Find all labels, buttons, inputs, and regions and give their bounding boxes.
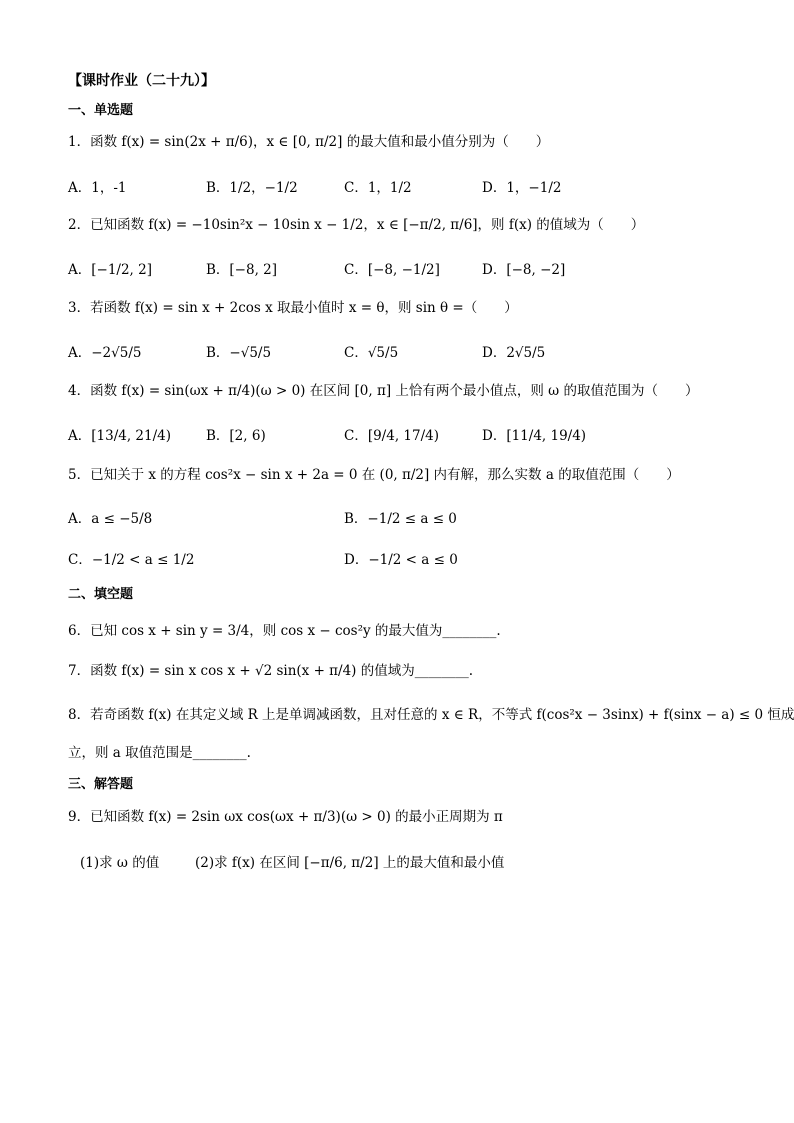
question-5-option-d: D．−1/2 < a ≤ 0 xyxy=(344,552,458,568)
question-4-stem: 4．函数 f(x) = sin(ωx + π/4)(ω > 0) 在区间 [0, π] 上恰有两个最小值点，则 ω 的取值范围为（ ） xyxy=(68,383,699,399)
question-1-option-c: C．1，1/2 xyxy=(344,180,412,196)
question-4-option-d: D．[11/4, 19/4) xyxy=(482,428,587,444)
question-2-option-d: D．[−8, −2] xyxy=(482,262,566,278)
question-2-option-c: C．[−8, −1/2] xyxy=(344,262,440,278)
question-8-stem-continued: 立，则 a 取值范围是________. xyxy=(68,745,251,761)
question-5-stem: 5．已知关于 x 的方程 cos²x − sin x + 2a = 0 在 (0, π/2] 内有解，那么实数 a 的取值范围（ ） xyxy=(68,467,680,483)
worksheet-title: 【课时作业（二十九）】 xyxy=(68,73,215,89)
section-heading-answer: 三、解答题 xyxy=(68,777,134,792)
question-2-option-a: A．[−1/2, 2] xyxy=(68,262,152,278)
question-7-stem: 7．函数 f(x) = sin x cos x + √2 sin(x + π/4) 的值域为________. xyxy=(68,663,474,679)
question-1-option-b: B．1/2，−1/2 xyxy=(206,180,298,196)
question-8-stem: 8．若奇函数 f(x) 在其定义域 R 上是单调减函数，且对任意的 x ∈ R，不等式 f(cos²x − 3sinx) + f(sinx − a) ≤ 0 恒成 xyxy=(68,707,794,723)
question-9-part-2: (2)求 f(x) 在区间 [−π/6, π/2] 上的最大值和最小值 xyxy=(195,855,505,871)
question-3-option-a: A．−2√5/5 xyxy=(68,345,142,361)
section-heading-single-choice: 一、单选题 xyxy=(68,103,134,118)
question-4-option-c: C．[9/4, 17/4) xyxy=(344,428,439,444)
question-9-stem: 9．已知函数 f(x) = 2sin ωx cos(ωx + π/3)(ω > 0) 的最小正周期为 π xyxy=(68,809,503,825)
question-4-option-a: A．[13/4, 21/4) xyxy=(68,428,171,444)
question-6-stem: 6．已知 cos x + sin y = 3/4，则 cos x − cos²y 的最大值为________. xyxy=(68,623,501,639)
question-1-option-a: A．1，-1 xyxy=(68,180,127,196)
question-3-option-b: B．−√5/5 xyxy=(206,345,272,361)
section-heading-fill-in: 二、填空题 xyxy=(68,587,134,602)
question-1-option-d: D．1，−1/2 xyxy=(482,180,562,196)
question-1-stem: 1．函数 f(x) = sin(2x + π/6)，x ∈ [0, π/2] 的最大值和最小值分别为（ ） xyxy=(68,134,550,150)
question-5-option-c: C．−1/2 < a ≤ 1/2 xyxy=(68,552,195,568)
question-3-stem: 3．若函数 f(x) = sin x + 2cos x 取最小值时 x = θ，则 sin θ =（ ） xyxy=(68,300,518,316)
question-9-part-1: (1)求 ω 的值 xyxy=(80,855,160,871)
question-2-stem: 2．已知函数 f(x) = −10sin²x − 10sin x − 1/2，x ∈ [−π/2, π/6]，则 f(x) 的值域为（ ） xyxy=(68,217,645,233)
question-4-option-b: B．[2, 6) xyxy=(206,428,266,444)
question-3-option-c: C．√5/5 xyxy=(344,345,399,361)
question-5-option-b: B．−1/2 ≤ a ≤ 0 xyxy=(344,511,457,527)
question-3-option-d: D．2√5/5 xyxy=(482,345,546,361)
question-2-option-b: B．[−8, 2] xyxy=(206,262,278,278)
question-5-option-a: A．a ≤ −5/8 xyxy=(68,511,153,527)
